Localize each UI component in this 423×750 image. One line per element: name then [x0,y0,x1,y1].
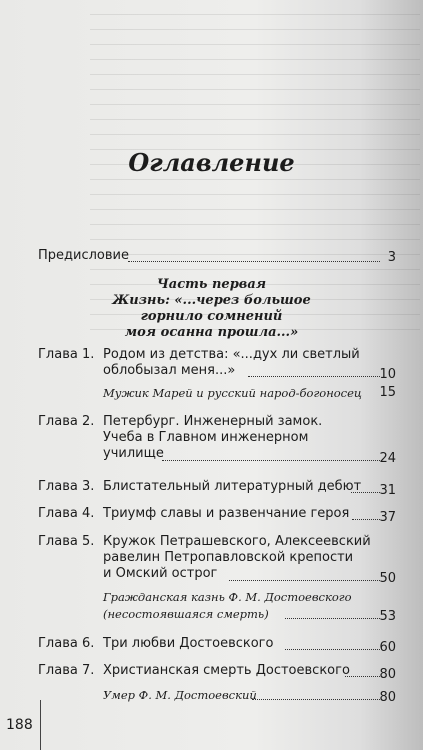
chapter-title: училище [103,446,164,461]
chapter-page: 10 [379,367,396,382]
leader-dots [128,261,380,262]
subsection-page: 53 [379,609,396,624]
chapter-number: Глава 1. [38,347,95,362]
subsection-title: Гражданская казнь Ф. М. Достоевского [103,590,352,604]
chapter-page: 24 [379,451,396,466]
chapter-title: Родом из детства: «...дух ли светлый [103,347,360,362]
chapter-page: 60 [379,640,396,655]
subsection-title: (несостоявшаяся смерть) [103,607,269,621]
leader-dots [229,580,380,581]
chapter-page: 50 [379,571,396,586]
subsection-title: Мужик Марей и русский народ-богоносец [103,386,362,400]
chapter-title: Блистательный литературный дебют [103,479,362,494]
part-heading-3: горнило сомнений [140,309,283,324]
preface-page: 3 [387,250,396,265]
page-number: 188 [6,717,33,733]
chapter-number: Глава 5. [38,534,95,549]
margin-rule [40,700,41,750]
chapter-title: Триумф славы и развенчание героя [103,506,350,521]
part-heading-1: Часть первая [156,277,267,292]
chapter-page: 80 [379,667,396,682]
subsection-page: 15 [379,385,396,400]
subsection-title: Умер Ф. М. Достоевский [103,688,257,702]
chapter-number: Глава 4. [38,506,95,521]
chapter-page: 31 [379,483,396,498]
chapter-title: и Омский острог [103,566,218,581]
preface-label: Предисловие [38,248,129,263]
leader-dots [162,460,380,461]
chapter-title: равелин Петропавловской крепости [103,550,354,565]
page-title: Оглавление [128,148,295,177]
chapter-number: Глава 6. [38,636,95,651]
chapter-title: Три любви Достоевского [103,636,274,651]
chapter-title: облобызал меня...» [103,363,236,378]
chapter-number: Глава 3. [38,479,95,494]
part-heading-4: моя осанна прошла...» [124,325,299,340]
chapter-page: 37 [379,510,396,525]
part-heading-2: Жизнь: «...через большое [112,293,311,308]
leader-dots [252,699,380,700]
chapter-title: Учеба в Главном инженерном [103,430,309,445]
chapter-title: Христианская смерть Достоевского [103,663,350,678]
chapter-title: Петербург. Инженерный замок. [103,414,323,429]
chapter-title: Кружок Петрашевского, Алексеевский [103,534,371,549]
chapter-number: Глава 7. [38,663,95,678]
subsection-page: 80 [379,690,396,705]
leader-dots [248,376,380,377]
chapter-number: Глава 2. [38,414,95,429]
